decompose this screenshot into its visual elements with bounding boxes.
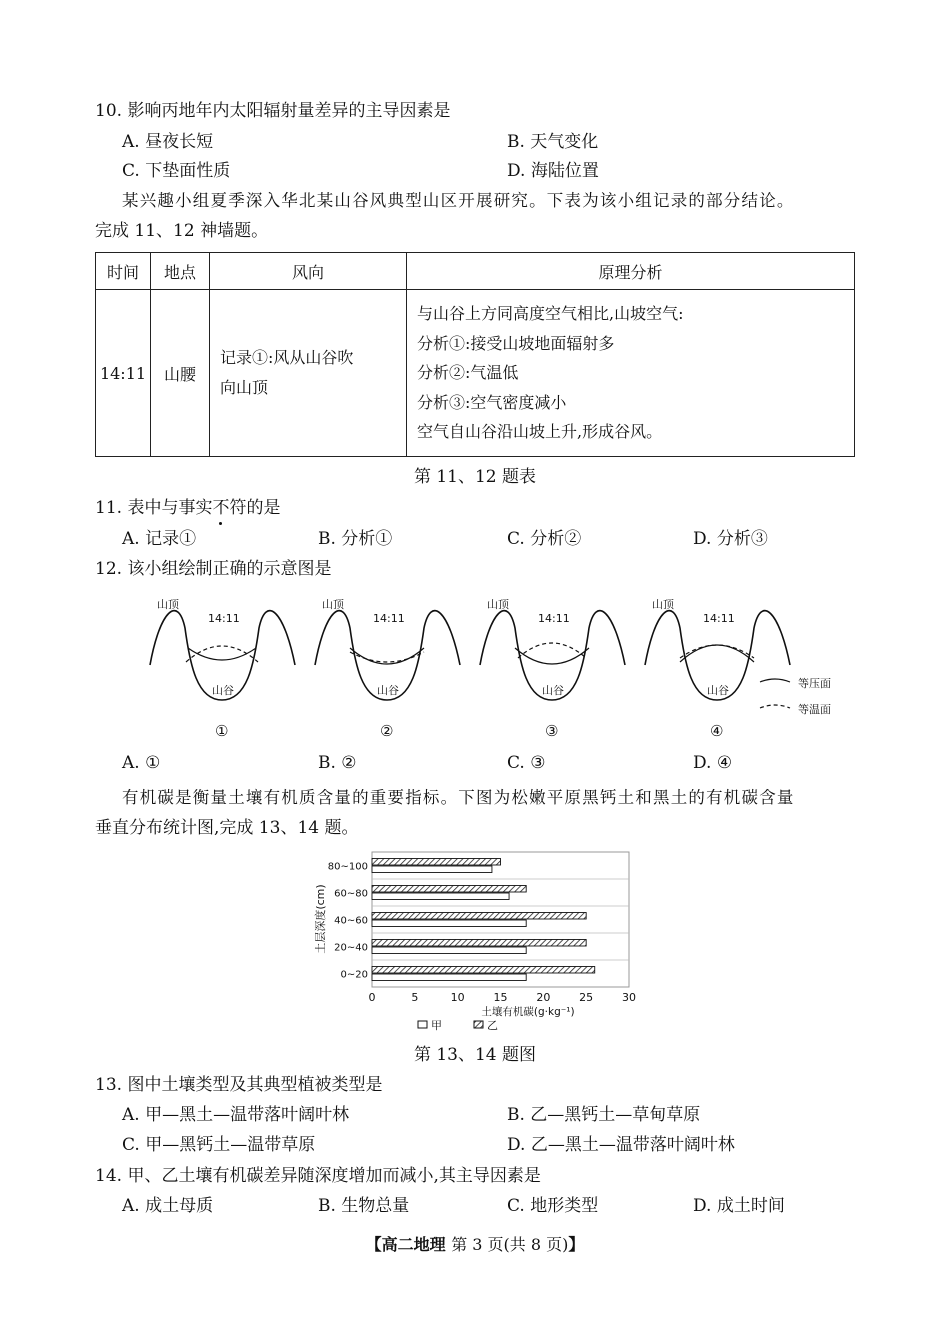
bar-jia-60~80 [372, 893, 509, 900]
y-tick-label: 60~80 [334, 888, 368, 900]
analysis-line: 与山谷上方同高度空气相比,山坡空气: [417, 304, 684, 324]
diagram-panel-2 [315, 598, 460, 740]
q11-option-a: A. 记录① [122, 529, 197, 549]
table-cell-place: 山腰 [151, 290, 210, 457]
q11-stem [95, 497, 280, 519]
q13-option-a: A. 甲—黑土—温带落叶阔叶林 [122, 1105, 350, 1125]
x-tick-label: 20 [536, 991, 551, 1004]
diagram-panel-4 [645, 598, 790, 740]
footer-subject: 【高二地理 [365, 1235, 446, 1254]
q14-stem: 14. 甲、乙土壤有机碳差异随深度增加而减小,其主导因素是 [95, 1166, 541, 1186]
x-tick-label: 10 [450, 991, 465, 1004]
time-label: 14:11 [373, 612, 405, 625]
q12-option-a: A. ① [122, 753, 161, 773]
q10-option-d: D. 海陆位置 [507, 161, 599, 181]
q10-option-b: B. 天气变化 [507, 132, 599, 152]
x-tick-label: 15 [493, 991, 508, 1004]
y-tick-label: 0~20 [340, 969, 368, 981]
bar-jia-80~100 [372, 866, 492, 873]
footer-close: 】 [568, 1235, 585, 1254]
table-cell-wind [210, 290, 407, 457]
panel-number-3: ③ [545, 722, 559, 740]
diagram-panel-3 [480, 598, 625, 740]
peak-label: 山顶 [322, 598, 344, 611]
q10-option-a: A. 昼夜长短 [122, 132, 214, 152]
time-label: 14:11 [208, 612, 240, 625]
valley-label: 山谷 [542, 684, 564, 697]
peak-label: 山顶 [157, 598, 179, 611]
table-header-analysis: 原理分析 [407, 253, 855, 290]
q13-option-b: B. 乙—黑钙土—草甸草原 [507, 1105, 701, 1125]
legend-swatch-yi [474, 1021, 483, 1028]
table-row [96, 290, 855, 457]
q12-stem: 12. 该小组绘制正确的示意图是 [95, 559, 332, 579]
conclusion-table [95, 252, 855, 457]
x-tick-label: 5 [411, 991, 419, 1004]
q14-option-b: B. 生物总量 [318, 1196, 410, 1216]
y-tick-label: 80~100 [327, 861, 368, 873]
legend-label-jia: 甲 [431, 1019, 442, 1032]
footer-page: 第 3 页(共 8 页) [451, 1235, 569, 1254]
x-tick-labels [369, 991, 637, 1004]
valley-wind-diagram [140, 590, 840, 740]
valley-label: 山谷 [212, 684, 234, 697]
q13-option-c: C. 甲—黑钙土—温带草原 [122, 1135, 316, 1155]
peak-label: 山顶 [652, 598, 674, 611]
valley-label: 山谷 [707, 684, 729, 697]
y-tick-label: 40~60 [334, 915, 368, 927]
legend-isobar: 等压面 [798, 677, 831, 690]
valley-label: 山谷 [377, 684, 399, 697]
bar-yi-40~60 [372, 913, 586, 920]
q11-stem-emphasis: 不 [212, 498, 230, 518]
table-header-row [96, 253, 855, 290]
q11-stem-pre: 11. 表中与事实 [95, 498, 213, 518]
soil-carbon-chart [310, 847, 640, 1032]
q10-stem: 10. 影响丙地年内太阳辐射量差异的主导因素是 [95, 101, 451, 121]
bar-jia-40~60 [372, 920, 526, 927]
table-header-time: 时间 [96, 253, 151, 290]
analysis-line: 分析②:气温低 [417, 363, 519, 383]
bar-yi-0~20 [372, 967, 595, 974]
chart-caption: 第 13、14 题图 [413, 1045, 537, 1065]
intro-13-14-line2: 垂直分布统计图,完成 13、14 题。 [95, 818, 359, 838]
bar-yi-20~40 [372, 940, 586, 947]
x-axis-label: 土壤有机碳(g·kg⁻¹) [481, 1006, 575, 1018]
wind-line-2: 向山顶 [220, 378, 269, 397]
table-cell-time: 14:11 [96, 290, 151, 457]
analysis-line: 分析①:接受山坡地面辐射多 [417, 333, 615, 353]
legend-label-yi: 乙 [487, 1019, 498, 1032]
q13-stem: 13. 图中土壤类型及其典型植被类型是 [95, 1075, 383, 1095]
diagram-panel-1 [150, 598, 295, 740]
q11-option-c: C. 分析② [507, 529, 582, 549]
intro-11-12-line2: 完成 11、12 神墙题。 [95, 221, 269, 241]
analysis-line: 空气自山谷沿山坡上升,形成谷风。 [417, 422, 663, 442]
q11-stem-post: 符的是 [229, 498, 281, 518]
table-header-place: 地点 [151, 253, 210, 290]
panel-number-2: ② [380, 722, 394, 740]
q12-option-d: D. ④ [693, 753, 733, 773]
legend-isotherm: 等温面 [798, 703, 831, 716]
y-tick-label: 20~40 [334, 942, 368, 954]
wind-line-1: 记录①:风从山谷吹 [220, 348, 354, 367]
y-axis-label: 土层深度(cm) [314, 884, 327, 954]
q14-option-d: D. 成土时间 [693, 1196, 785, 1216]
bar-yi-60~80 [372, 886, 526, 893]
legend-swatch-jia [418, 1021, 427, 1028]
analysis-line: 分析③:空气密度减小 [417, 392, 567, 412]
y-tick-labels [328, 862, 368, 981]
table-header-wind: 风向 [210, 253, 407, 290]
intro-11-12-line1: 某兴趣小组夏季深入华北某山谷风典型山区开展研究。下表为该小组记录的部分结论。 [122, 191, 795, 210]
diagram-legend [760, 677, 831, 716]
table-cell-analysis [407, 290, 855, 457]
q12-option-c: C. ③ [507, 753, 546, 773]
q10-option-c: C. 下垫面性质 [122, 161, 231, 181]
q14-option-c: C. 地形类型 [507, 1196, 599, 1216]
bar-jia-20~40 [372, 947, 526, 954]
q11-option-d: D. 分析③ [693, 529, 768, 549]
q13-option-d: D. 乙—黑土—温带落叶阔叶林 [507, 1135, 735, 1155]
page-footer [0, 1234, 950, 1256]
x-tick-label: 25 [579, 991, 594, 1004]
x-tick-label: 0 [368, 991, 376, 1004]
chart-legend [418, 1019, 498, 1032]
panel-number-4: ④ [710, 722, 724, 740]
intro-13-14-line1: 有机碳是衡量土壤有机质含量的重要指标。下图为松嫩平原黑钙土和黑土的有机碳含量 [122, 788, 795, 807]
panel-number-1: ① [215, 722, 229, 740]
peak-label: 山顶 [487, 598, 509, 611]
q11-option-b: B. 分析① [318, 529, 393, 549]
bar-yi-80~100 [372, 859, 501, 866]
x-tick-label: 30 [622, 991, 636, 1004]
time-label: 14:11 [538, 612, 570, 625]
table-caption: 第 11、12 题表 [413, 467, 537, 487]
q12-option-b: B. ② [318, 753, 357, 773]
time-label: 14:11 [703, 612, 735, 625]
q14-option-a: A. 成土母质 [122, 1196, 214, 1216]
bar-jia-0~20 [372, 974, 526, 981]
